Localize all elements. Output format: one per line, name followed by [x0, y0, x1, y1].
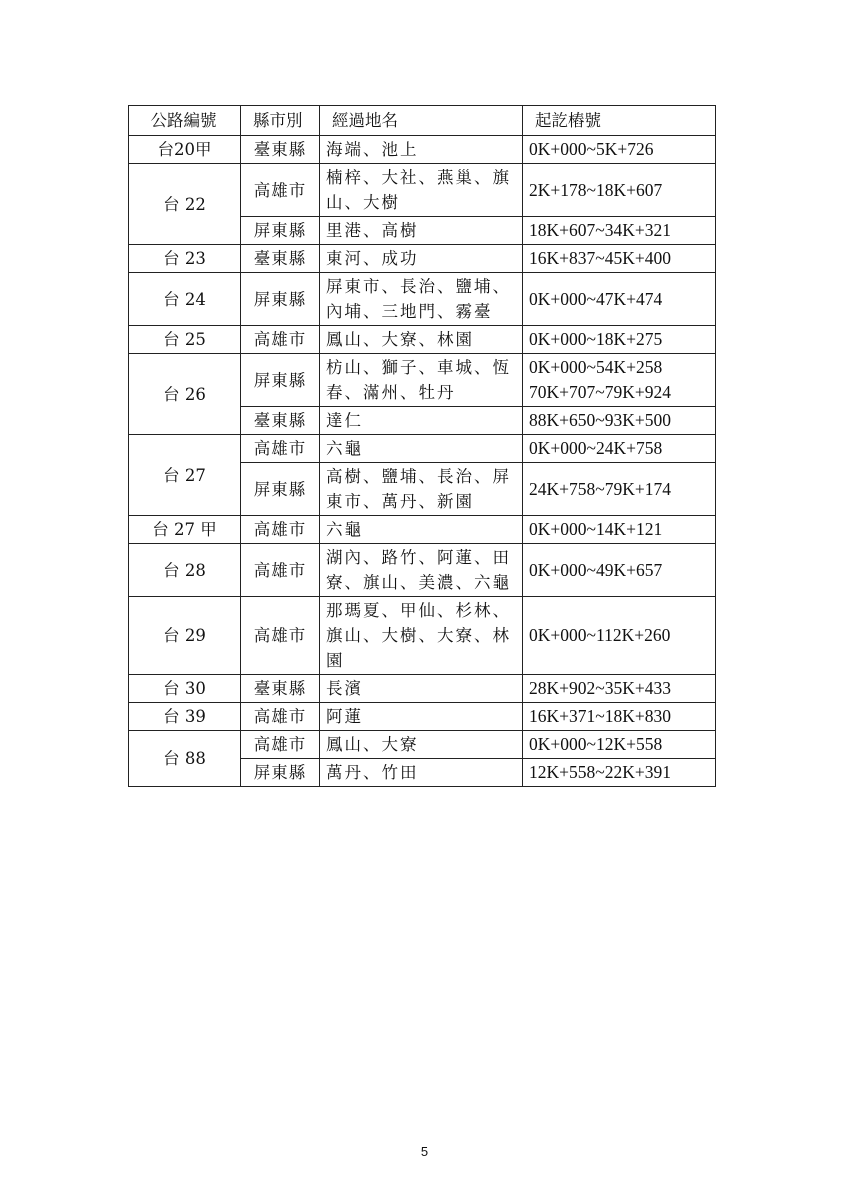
- table-row: [129, 703, 716, 731]
- table-row: [129, 675, 716, 703]
- road-code: 台 23: [129, 245, 241, 273]
- chainage-value: 0K+000~12K+558: [529, 734, 663, 754]
- header-chainage: 起訖樁號: [523, 106, 716, 136]
- chainage-value: 0K+000~112K+260: [529, 625, 671, 645]
- places: 長濱: [320, 675, 523, 703]
- county: 高雄市: [241, 164, 320, 217]
- road-code: 台 25: [129, 326, 241, 354]
- places: 六龜: [320, 435, 523, 463]
- county: 高雄市: [241, 703, 320, 731]
- chainage-value: 18K+607~34K+321: [529, 220, 671, 240]
- chainage: [523, 597, 716, 675]
- table-header-row: [129, 106, 716, 136]
- county: 高雄市: [241, 597, 320, 675]
- road-code: 台20甲: [129, 136, 241, 164]
- chainage-value: 0K+000~24K+758: [529, 438, 663, 458]
- road-code: 台 24: [129, 273, 241, 326]
- chainage: [523, 164, 716, 217]
- places: 那瑪夏、甲仙、杉林、旗山、大樹、大寮、林園: [320, 597, 523, 675]
- places: 湖內、路竹、阿蓮、田寮、旗山、美濃、六龜: [320, 544, 523, 597]
- places: 屏東市、長治、鹽埔、內埔、三地門、霧臺: [320, 273, 523, 326]
- page-number: 5: [420, 1144, 429, 1159]
- county: 高雄市: [241, 326, 320, 354]
- table-row: [129, 435, 716, 463]
- chainage: [523, 675, 716, 703]
- places: 六龜: [320, 516, 523, 544]
- road-code: 台 27 甲: [129, 516, 241, 544]
- road-code: 台 22: [129, 164, 241, 245]
- road-code: 台 26: [129, 354, 241, 435]
- chainage-value: 16K+371~18K+830: [529, 706, 671, 726]
- chainage-value: 70K+707~79K+924: [529, 382, 671, 402]
- chainage: [523, 326, 716, 354]
- county: 屏東縣: [241, 354, 320, 407]
- chainage: [523, 759, 716, 787]
- chainage: [523, 217, 716, 245]
- road-code: 台 30: [129, 675, 241, 703]
- road-code: 台 28: [129, 544, 241, 597]
- county: 高雄市: [241, 516, 320, 544]
- places: 東河、成功: [320, 245, 523, 273]
- places: 海端、池上: [320, 136, 523, 164]
- places: 達仁: [320, 407, 523, 435]
- chainage-value: 0K+000~14K+121: [529, 519, 663, 539]
- road-code: 台 27: [129, 435, 241, 516]
- county: 臺東縣: [241, 245, 320, 273]
- county: 屏東縣: [241, 273, 320, 326]
- table-row: [129, 597, 716, 675]
- table-row: [129, 354, 716, 407]
- road-code: 台 29: [129, 597, 241, 675]
- chainage-value: 2K+178~18K+607: [529, 179, 663, 200]
- table-row: [129, 516, 716, 544]
- header-road-code: 公路編號: [129, 106, 241, 136]
- road-code: 台 39: [129, 703, 241, 731]
- header-places: 經過地名: [320, 106, 523, 136]
- table-row: [129, 245, 716, 273]
- county: 臺東縣: [241, 407, 320, 435]
- places: 枋山、獅子、車城、恆春、滿州、牡丹: [320, 354, 523, 407]
- chainage: [523, 273, 716, 326]
- table-row: [129, 136, 716, 164]
- places: 里港、高樹: [320, 217, 523, 245]
- chainage-value: 0K+000~47K+474: [529, 288, 663, 309]
- chainage: [523, 516, 716, 544]
- chainage-value: 16K+837~45K+400: [529, 248, 671, 268]
- chainage: [523, 245, 716, 273]
- county: 臺東縣: [241, 136, 320, 164]
- county: 屏東縣: [241, 463, 320, 516]
- chainage-value: 0K+000~18K+275: [529, 329, 663, 349]
- chainage: [523, 435, 716, 463]
- places: 萬丹、竹田: [320, 759, 523, 787]
- county: 高雄市: [241, 544, 320, 597]
- county: 高雄市: [241, 435, 320, 463]
- places: 鳳山、大寮: [320, 731, 523, 759]
- table-row: [129, 544, 716, 597]
- chainage-value: 0K+000~5K+726: [529, 139, 654, 159]
- chainage: [523, 354, 716, 407]
- chainage: [523, 703, 716, 731]
- chainage-value: 88K+650~93K+500: [529, 410, 671, 430]
- county: 屏東縣: [241, 217, 320, 245]
- chainage: [523, 731, 716, 759]
- table-row: [129, 164, 716, 217]
- chainage-value: 0K+000~49K+657: [529, 559, 663, 580]
- places: 阿蓮: [320, 703, 523, 731]
- county: 高雄市: [241, 731, 320, 759]
- places: 高樹、鹽埔、長治、屏東市、萬丹、新園: [320, 463, 523, 516]
- road-code: 台 88: [129, 731, 241, 787]
- highway-table: [128, 105, 716, 787]
- chainage-value: 28K+902~35K+433: [529, 678, 671, 698]
- county: 臺東縣: [241, 675, 320, 703]
- table-row: [129, 731, 716, 759]
- chainage-value: 24K+758~79K+174: [529, 478, 671, 499]
- chainage: [523, 463, 716, 516]
- table-row: [129, 273, 716, 326]
- county: 屏東縣: [241, 759, 320, 787]
- table-row: [129, 326, 716, 354]
- places: 鳳山、大寮、林園: [320, 326, 523, 354]
- chainage-value: 12K+558~22K+391: [529, 762, 671, 782]
- places: 楠梓、大社、燕巢、旗山、大樹: [320, 164, 523, 217]
- chainage: [523, 136, 716, 164]
- chainage-value: 0K+000~54K+258: [529, 357, 663, 377]
- chainage: [523, 407, 716, 435]
- header-county: 縣市別: [241, 106, 320, 136]
- chainage: [523, 544, 716, 597]
